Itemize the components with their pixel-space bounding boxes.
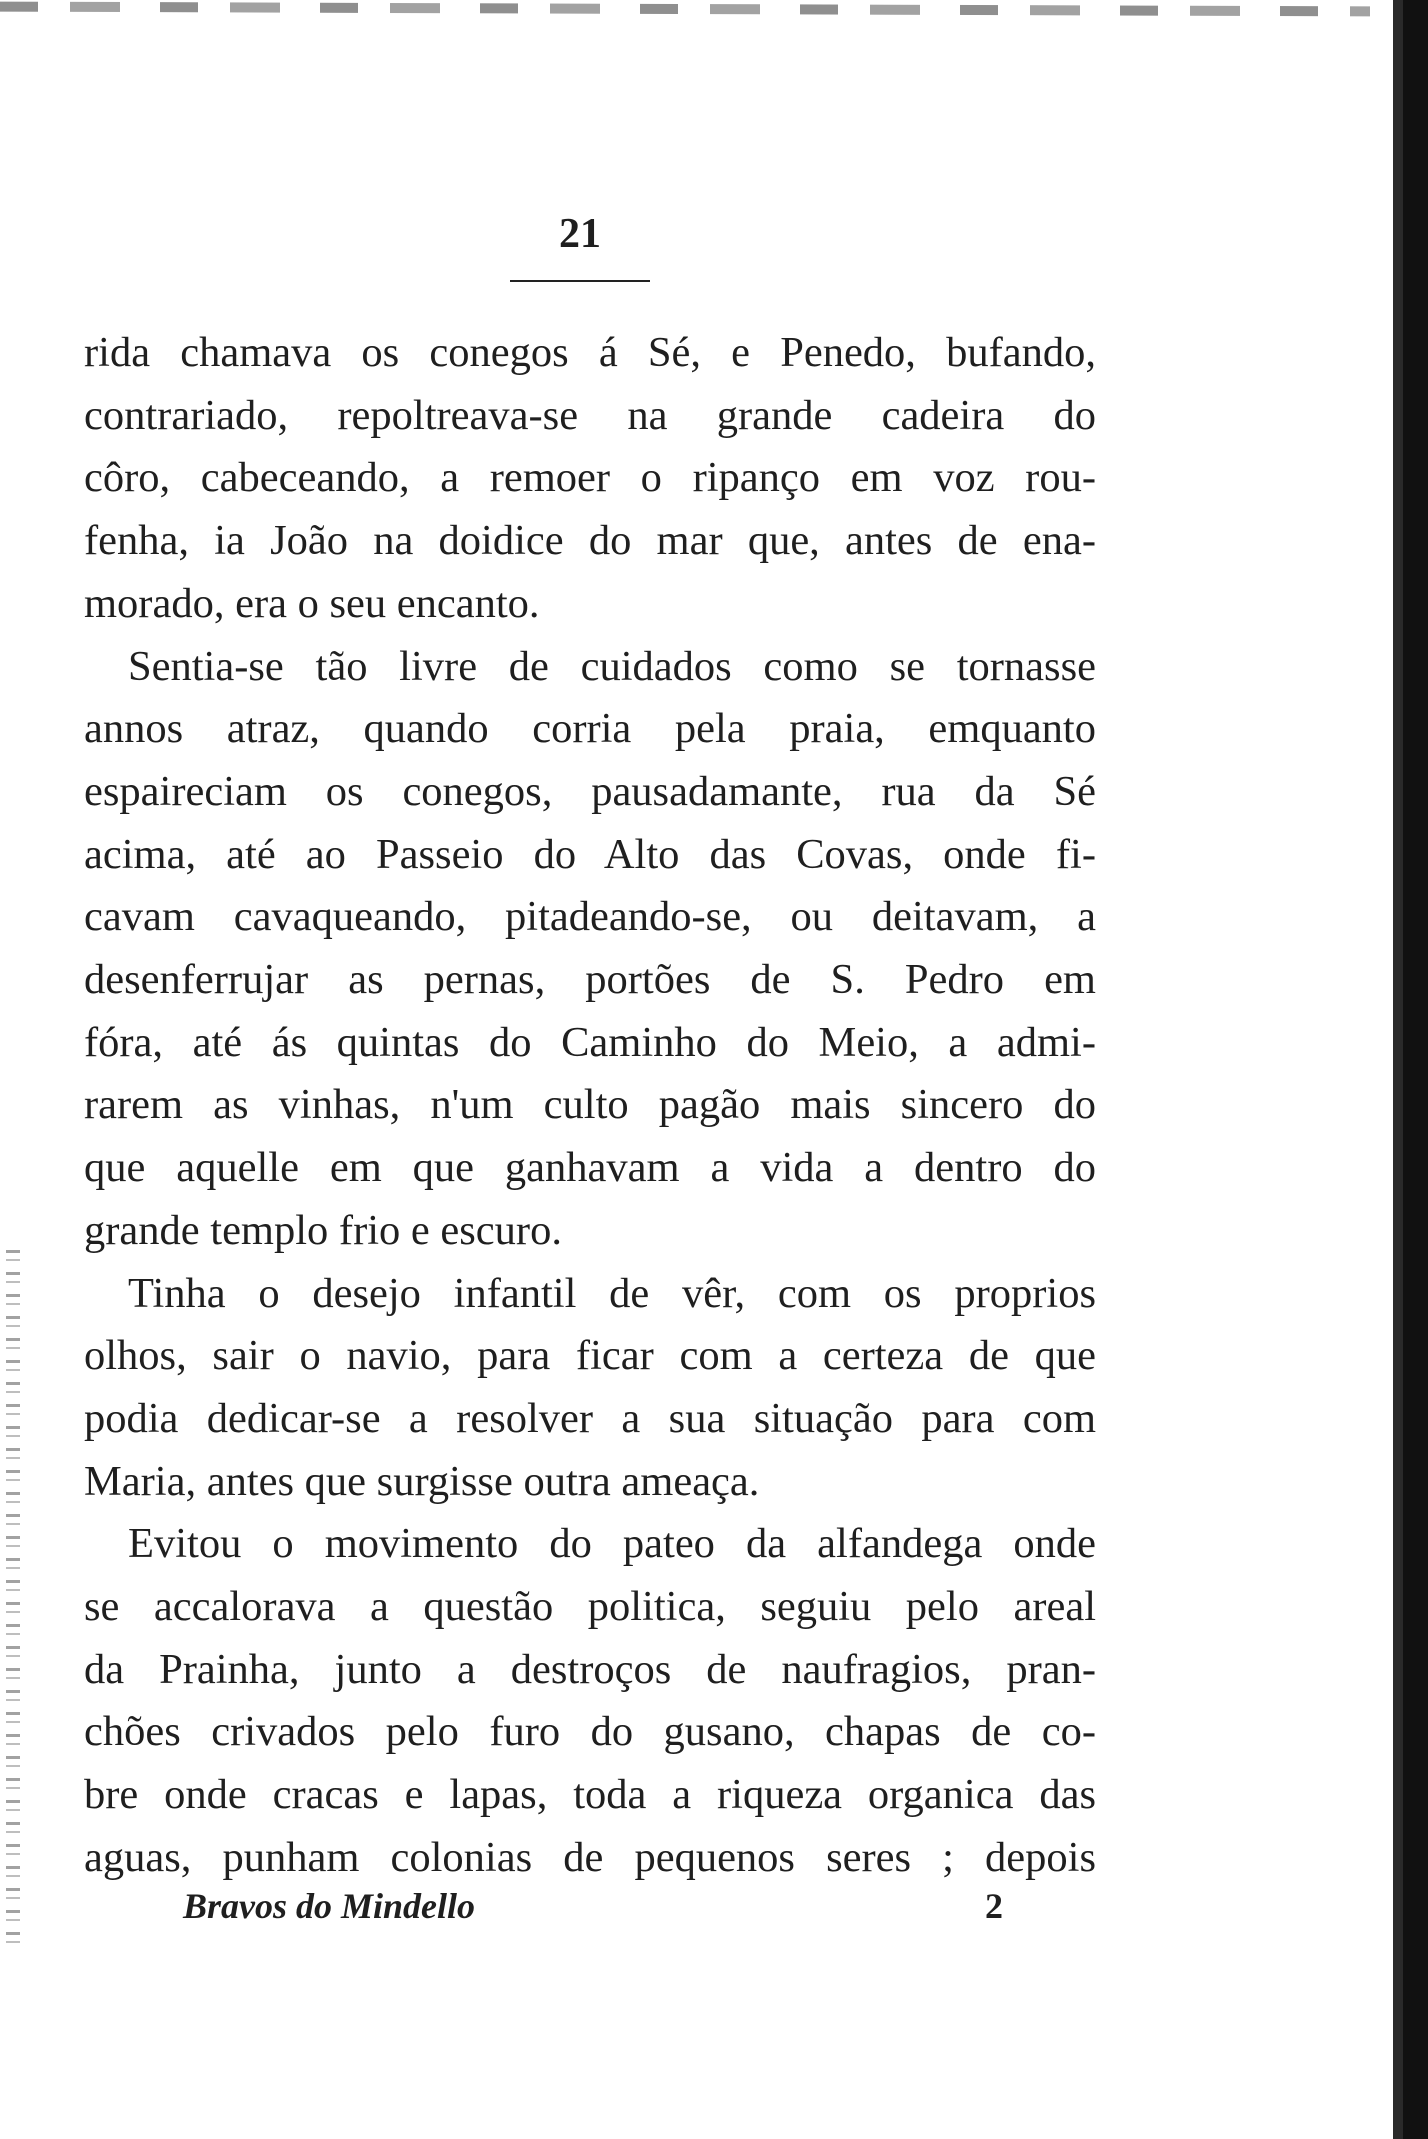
text-line: desenferrujar as pernas, portões de S. Pedro em — [84, 956, 1096, 1004]
text-line: Tinha o desejo infantil de vêr, com os proprios — [128, 1269, 1096, 1317]
text-line: espaireciam os conegos, pausadamante, rua da Sé — [84, 767, 1096, 815]
text-line: fóra, até ás quintas do Caminho do Meio, a admi- — [84, 1018, 1096, 1066]
text-line: da Prainha, junto a destroços de naufragios, pran- — [84, 1645, 1096, 1693]
scan-top-edge — [0, 2, 1370, 17]
page-number: 21 — [559, 211, 601, 257]
text-line: fenha, ia João na doidice do mar que, antes de ena- — [84, 517, 1096, 565]
text-line: se accalorava a questão politica, seguiu pelo areal — [84, 1583, 1096, 1631]
text-line: rarem as vinhas, n'um culto pagão mais sincero do — [84, 1081, 1096, 1129]
text-line: contrariado, repoltreava-se na grande cadeira do — [84, 391, 1096, 439]
text-line: côro, cabeceando, a remoer o ripanço em voz rou- — [84, 454, 1096, 502]
signature-mark: 2 — [985, 1886, 1003, 1926]
text-line: Maria, antes que surgisse outra ameaça. — [84, 1457, 760, 1505]
text-line: chões crivados pelo furo do gusano, chapas de co- — [84, 1708, 1096, 1756]
header-rule — [510, 280, 650, 282]
text-line: morado, era o seu encanto. — [84, 579, 540, 627]
footer-book-title: Bravos do Mindello — [183, 1886, 476, 1926]
text-line: rida chamava os conegos á Sé, e Penedo, bufando, — [84, 329, 1096, 376]
text-line: bre onde cracas e lapas, toda a riqueza organica das — [84, 1771, 1096, 1819]
text-line: olhos, sair o navio, para ficar com a certeza de que — [84, 1332, 1096, 1380]
scan-left-edge — [6, 1250, 20, 1950]
body-text — [84, 322, 1096, 1890]
text-line: podia dedicar-se a resolver a sua situação para com — [84, 1394, 1096, 1442]
text-line: que aquelle em que ganhavam a vida a dentro do — [84, 1144, 1096, 1192]
text-line: annos atraz, quando corria pela praia, emquanto — [84, 705, 1096, 753]
text-line: cavam cavaqueando, pitadeando-se, ou deitavam, a — [84, 893, 1096, 941]
scan-right-edge — [1393, 0, 1428, 2139]
text-line: Evitou o movimento do pateo da alfandega onde — [128, 1520, 1096, 1568]
text-line: acima, até ao Passeio do Alto das Covas, onde fi- — [84, 830, 1096, 878]
text-line: Sentia-se tão livre de cuidados como se tornasse — [128, 642, 1096, 690]
text-line: grande templo frio e escuro. — [84, 1206, 562, 1254]
text-line: aguas, punham colonias de pequenos seres ; depois — [84, 1833, 1096, 1881]
